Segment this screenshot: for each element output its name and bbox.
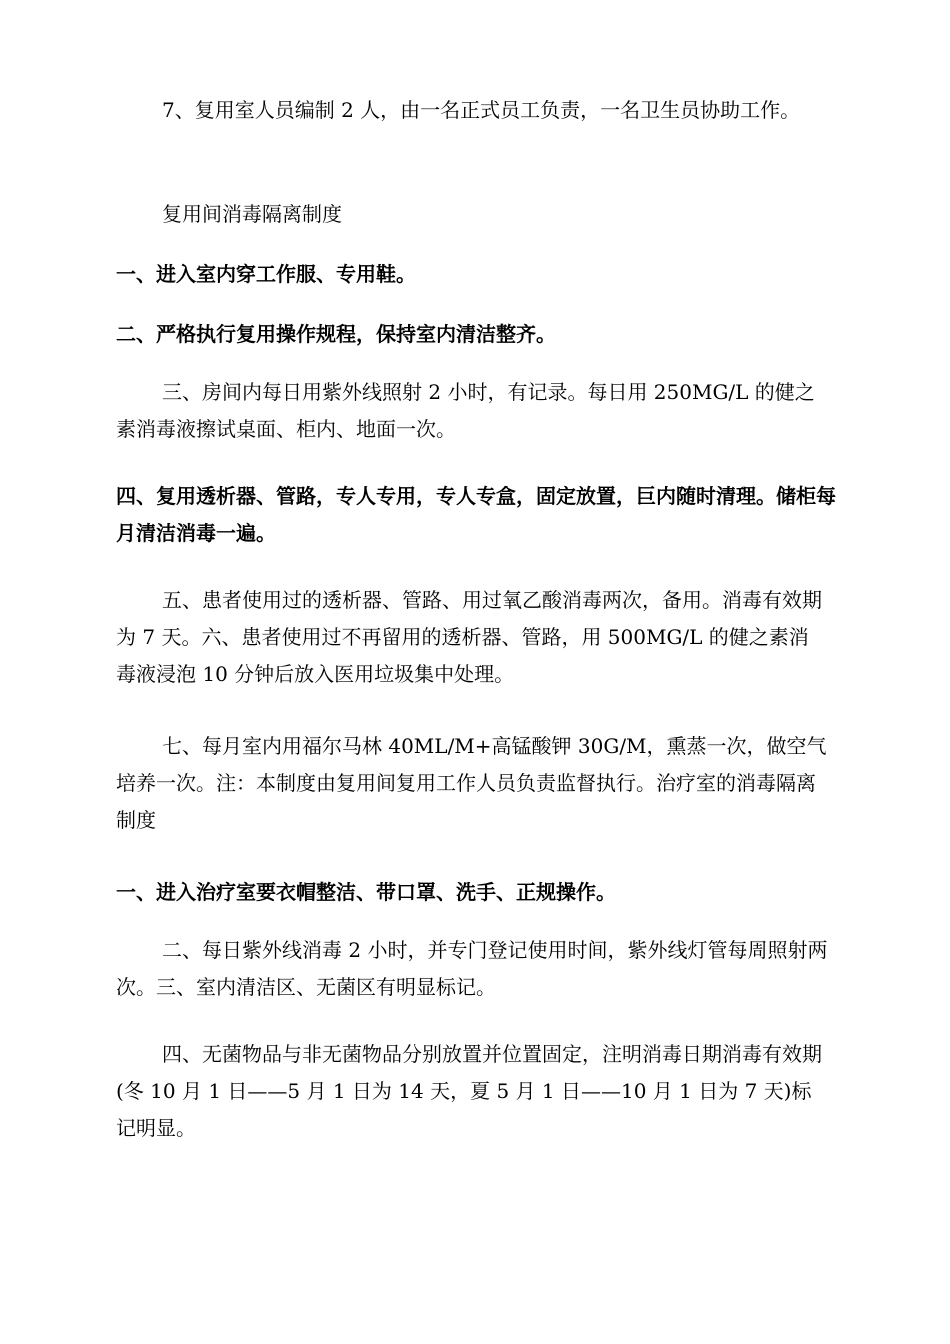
paragraph-rule-3: 三、房间内每日用紫外线照射 2 小时，有记录。每日用 250MG/L 的健之素消毒液擦试桌面、柜内、地面一次。: [116, 380, 815, 441]
paragraph-staffing: 7、复用室人员编制 2 人，由一名正式员工负责，一名卫生员协助工作。: [162, 98, 801, 122]
paragraph-treatment-rule-1: 一、进入治疗室要衣帽整洁、带口罩、洗手、正规操作。: [116, 880, 616, 904]
paragraph-rule-7: 七、每月室内用福尔马林 40ML/M+高锰酸钾 30G/M，熏蒸一次，做空气培养一次。注：本制度由复用间复用工作人员负责监督执行。治疗室的消毒隔离制度: [116, 734, 827, 832]
paragraph-rule-2: 二、严格执行复用操作规程，保持室内清洁整齐。: [116, 322, 556, 346]
paragraph-rule-5-6: 五、患者使用过的透析器、管路、用过氧乙酸消毒两次，备用。消毒有效期为 7 天。六、患者使用过不再留用的透析器、管路，用 500MG/L 的健之素消毒液浸泡 10 分钟后放入医用垃圾集中处理。: [116, 588, 822, 686]
section-heading-reuse-room: 复用间消毒隔离制度: [162, 202, 342, 226]
paragraph-treatment-rule-2-3: 二、每日紫外线消毒 2 小时，并专门登记使用时间，紫外线灯管每周照射两次。三、室内清洁区、无菌区有明显标记。: [116, 938, 828, 999]
paragraph-treatment-rule-4: 四、无菌物品与非无菌物品分别放置并位置固定，注明消毒日期消毒有效期(冬 10 月 1 日——5 月 1 日为 14 天，夏 5 月 1 日——10 月 1 日为 7 天)标记明显。: [116, 1042, 822, 1140]
paragraph-rule-1: 一、进入室内穿工作服、专用鞋。: [116, 262, 416, 286]
paragraph-rule-4: 四、复用透析器、管路，专人专用，专人专盒，固定放置，巨内随时清理。储柜每月清洁消毒一遍。: [116, 484, 836, 545]
